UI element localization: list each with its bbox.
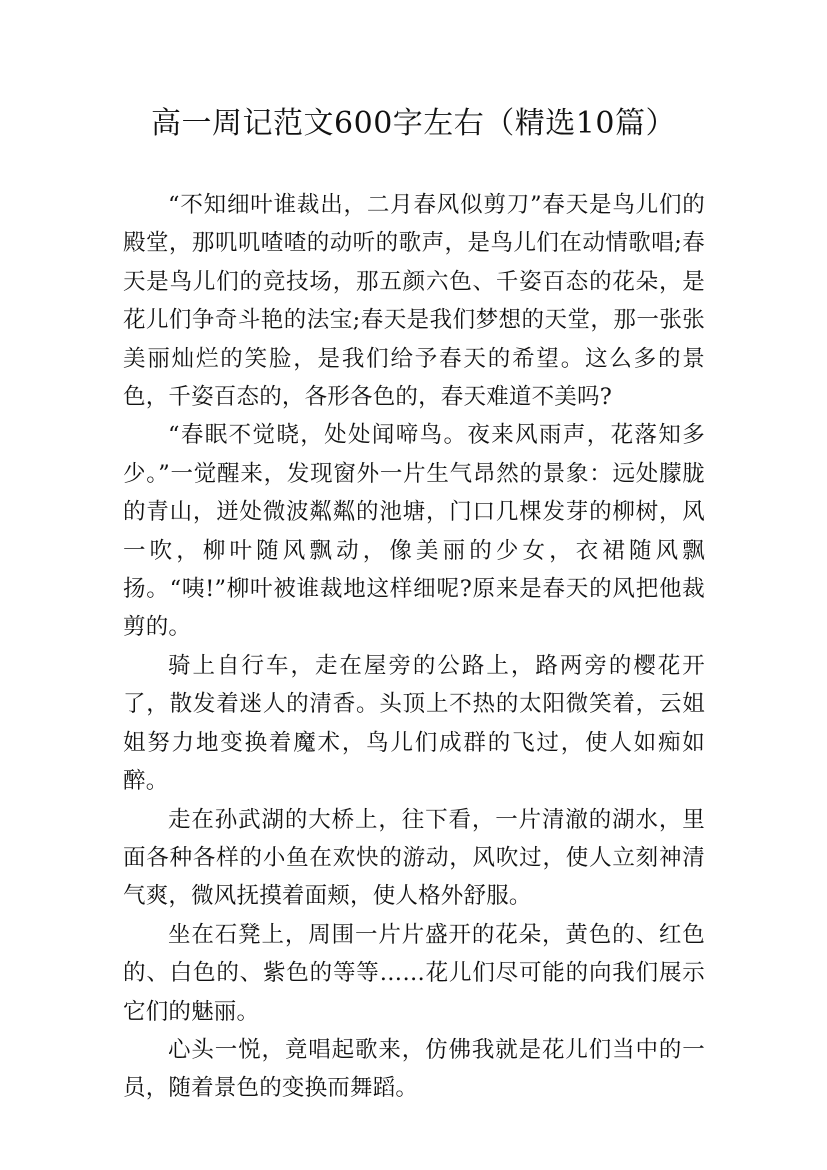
paragraph: 走在孙武湖的大桥上，往下看，一片清澈的湖水，里面各种各样的小鱼在欢快的游动，风吹过，使人立刻神清气爽，微风抚摸着面颊，使人格外舒服。 <box>123 806 705 910</box>
paragraph: 坐在石凳上，周围一片片盛开的花朵，黄色的、红色的、白色的、紫色的等等……花儿们尽可能的向我们展示它们的魅丽。 <box>123 921 705 1025</box>
document-title: 高一周记范文600字左右（精选10篇） <box>151 106 676 141</box>
paragraph: “不知细叶谁裁出，二月春风似剪刀”春天是鸟儿们的殿堂，那叽叽喳喳的动听的歌声，是鸟儿们在动情歌唱;春天是鸟儿们的竞技场，那五颜六色、千姿百态的花朵，是花儿们争奇斗艳的法宝;春天是我们梦想的天堂，那一张张美丽灿烂的笑脸，是我们给予春天的希望。这么多的景色，千姿百态的，各形各色的，春天难道不美吗? <box>123 192 705 411</box>
paragraph: “春眠不觉晓，处处闻啼鸟。夜来风雨声，花落知多少。”一觉醒来，发现窗外一片生气昂然的景象：远处朦胧的青山，迸处微波粼粼的池塘，门口几棵发芽的柳树，风一吹，柳叶随风飘动，像美丽的少女，衣裙随风飘扬。“咦!”柳叶被谁裁地这样细呢?原来是春天的风把他裁剪的。 <box>123 422 705 641</box>
paragraph: 骑上自行车，走在屋旁的公路上，路两旁的樱花开了，散发着迷人的清香。头顶上不热的太阳微笑着，云姐姐努力地变换着魔术，鸟儿们成群的飞过，使人如痴如醉。 <box>123 652 705 795</box>
document-body <box>123 186 705 1108</box>
paragraph: 心头一悦，竟唱起歌来，仿佛我就是花儿们当中的一员，随着景色的变换而舞蹈。 <box>123 1036 705 1102</box>
